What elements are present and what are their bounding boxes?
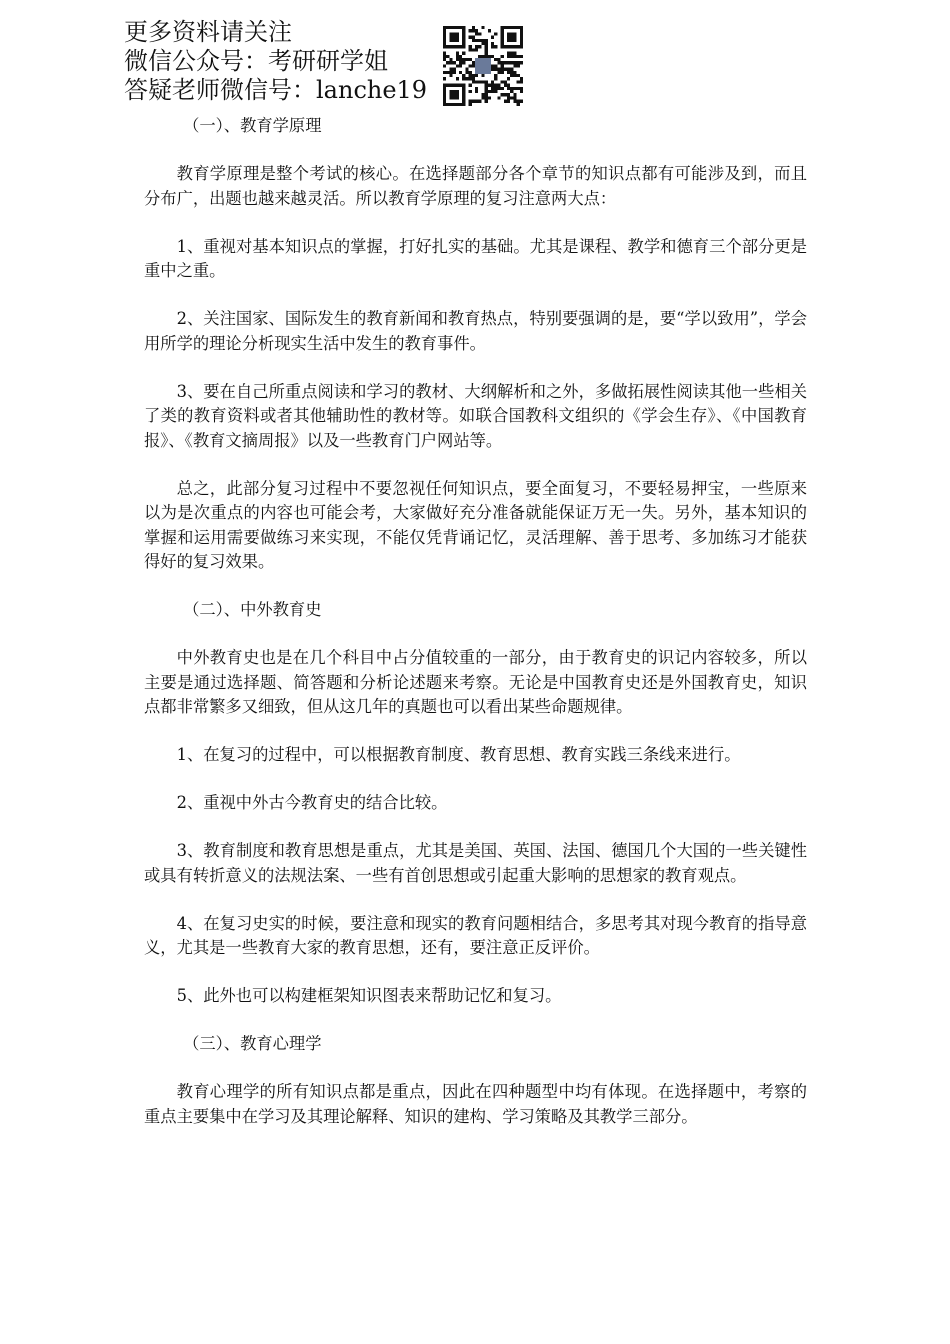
promo-line-wechat-account: 微信公众号：考研研学姐 xyxy=(124,47,388,75)
paragraph: 中外教育史也是在几个科目中占分值较重的一部分，由于教育史的识记内容较多，所以主要是通过选择题、简答题和分析论述题来考察。无论是中国教育史还是外国教育史，知识点都非常繁多又细致，但从这几年的真题也可以看出某些命题规律。 xyxy=(144,648,807,716)
paragraph: 1、重视对基本知识点的掌握，打好扎实的基础。尤其是课程、教学和德育三个部分更是重中之重。 xyxy=(144,236,807,280)
promo-header xyxy=(124,18,427,105)
paragraph: 5、此外也可以构建框架知识图表来帮助记忆和复习。 xyxy=(176,986,562,1005)
promo-line-teacher-wechat: 答疑老师微信号：lanche19 xyxy=(124,76,428,104)
qr-code-icon xyxy=(443,26,523,106)
section-heading-psychology: （三）、教育心理学 xyxy=(183,1034,322,1053)
paragraph: 3、要在自己所重点阅读和学习的教材、大纲解析和之外，多做拓展性阅读其他一些相关了类的教育资料或者其他辅助性的教材等。如联合国教科文组织的《学会生存》、《中国教育报》、《教育文摘周报》以及一些教育门户网站等。 xyxy=(144,381,807,450)
section-heading-principles: （一）、教育学原理 xyxy=(183,116,322,135)
paragraph: 2、重视中外古今教育史的结合比较。 xyxy=(176,793,448,812)
document-body xyxy=(144,114,807,1153)
promo-line-follow: 更多资料请关注 xyxy=(124,18,292,46)
paragraph: 3、教育制度和教育思想是重点，尤其是美国、英国、法国、德国几个大国的一些关键性或具有转折意义的法规法案、一些有首创思想或引起重大影响的思想家的教育观点。 xyxy=(144,841,807,885)
paragraph: 4、在复习史实的时候，要注意和现实的教育问题相结合，多思考其对现今教育的指导意义，尤其是一些教育大家的教育思想，还有，要注意正反评价。 xyxy=(144,913,807,957)
qr-code-graphic xyxy=(443,26,523,106)
paragraph: 教育心理学的所有知识点都是重点，因此在四种题型中均有体现。在选择题中，考察的重点主要集中在学习及其理论解释、知识的建构、学习策略及其教学三部分。 xyxy=(144,1082,807,1126)
paragraph: 教育学原理是整个考试的核心。在选择题部分各个章节的知识点都有可能涉及到，而且分布广，出题也越来越灵活。所以教育学原理的复习注意两大点： xyxy=(144,164,807,208)
paragraph: 总之，此部分复习过程中不要忽视任何知识点，要全面复习，不要轻易押宝，一些原来以为是次重点的内容也可能会考，大家做好充分准备就能保证万无一失。另外，基本知识的掌握和运用需要做练习来实现，不能仅凭背诵记忆，灵活理解、善于思考、多加练习才能获得好的复习效果。 xyxy=(144,478,807,571)
paragraph: 2、关注国家、国际发生的教育新闻和教育热点，特别要强调的是，要“学以致用”，学会用所学的理论分析现实生活中发生的教育事件。 xyxy=(144,309,807,353)
paragraph: 1、在复习的过程中，可以根据教育制度、教育思想、教育实践三条线来进行。 xyxy=(176,745,741,764)
section-heading-history: （二）、中外教育史 xyxy=(183,600,322,619)
